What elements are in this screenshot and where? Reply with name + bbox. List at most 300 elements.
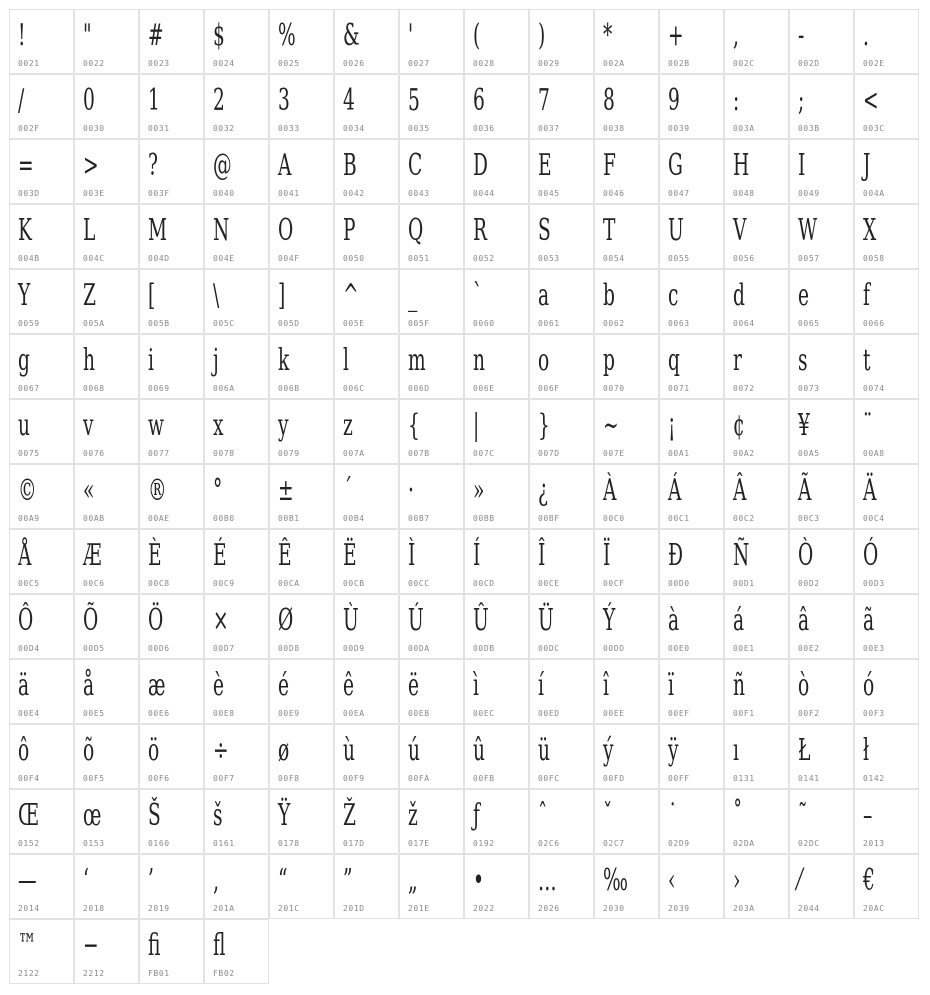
glyph-cell — [334, 854, 399, 919]
glyph-character: ò — [798, 668, 810, 703]
glyph-cell — [594, 659, 659, 724]
glyph-character: " — [83, 18, 92, 53]
glyph-cell — [269, 789, 334, 854]
glyph-codepoint-label: 00E8 — [213, 709, 235, 718]
glyph-codepoint-label: 00F1 — [733, 709, 755, 718]
glyph-codepoint-label: 007A — [343, 449, 365, 458]
glyph-character: o — [538, 343, 550, 378]
glyph-character: p — [603, 343, 615, 378]
glyph-cell — [9, 269, 74, 334]
glyph-character: w — [148, 408, 164, 443]
glyph-cell — [334, 269, 399, 334]
glyph-character: ï — [668, 668, 674, 703]
glyph-codepoint-label: 0042 — [343, 189, 365, 198]
glyph-character: $ — [213, 18, 225, 53]
glyph-codepoint-label: 00D9 — [343, 644, 365, 653]
glyph-character: Y — [18, 278, 31, 313]
glyph-codepoint-label: 0046 — [603, 189, 625, 198]
glyph-cell — [139, 269, 204, 334]
glyph-character: ! — [18, 18, 26, 53]
glyph-cell — [204, 854, 269, 919]
glyph-character: k — [278, 343, 290, 378]
glyph-codepoint-label: 0152 — [18, 839, 40, 848]
glyph-codepoint-label: 00D0 — [668, 579, 690, 588]
glyph-cell — [204, 399, 269, 464]
glyph-cell — [659, 789, 724, 854]
glyph-cell — [204, 529, 269, 594]
glyph-cell — [9, 529, 74, 594]
glyph-codepoint-label: 00B1 — [278, 514, 300, 523]
glyph-cell — [659, 659, 724, 724]
glyph-character: V — [733, 213, 747, 248]
glyph-cell — [139, 399, 204, 464]
glyph-cell — [464, 74, 529, 139]
glyph-codepoint-label: 02D9 — [668, 839, 690, 848]
glyph-codepoint-label: 002E — [863, 59, 885, 68]
glyph-cell — [529, 139, 594, 204]
glyph-character: . — [863, 18, 869, 53]
glyph-cell — [74, 529, 139, 594]
glyph-codepoint-label: 02DC — [798, 839, 820, 848]
glyph-character: P — [343, 213, 356, 248]
glyph-cell — [789, 74, 854, 139]
glyph-cell — [74, 9, 139, 74]
glyph-codepoint-label: 02DA — [733, 839, 755, 848]
glyph-cell — [659, 594, 724, 659]
glyph-cell — [529, 399, 594, 464]
glyph-cell — [399, 724, 464, 789]
glyph-cell — [594, 594, 659, 659]
glyph-cell — [139, 464, 204, 529]
glyph-codepoint-label: 0048 — [733, 189, 755, 198]
glyph-character: å — [83, 668, 95, 703]
glyph-codepoint-label: 2013 — [863, 839, 885, 848]
glyph-cell — [594, 789, 659, 854]
glyph-cell — [9, 854, 74, 919]
glyph-codepoint-label: 0049 — [798, 189, 820, 198]
glyph-cell — [659, 334, 724, 399]
glyph-character: B — [343, 148, 357, 183]
glyph-character: ( — [473, 18, 481, 53]
glyph-cell — [74, 399, 139, 464]
glyph-cell — [139, 789, 204, 854]
glyph-cell — [594, 269, 659, 334]
glyph-character: ù — [343, 733, 355, 768]
glyph-codepoint-label: 003B — [798, 124, 820, 133]
glyph-codepoint-label: 0079 — [278, 449, 300, 458]
glyph-cell — [789, 9, 854, 74]
glyph-cell — [334, 139, 399, 204]
glyph-character: Â — [733, 473, 747, 508]
glyph-character: Á — [668, 473, 682, 508]
glyph-codepoint-label: 007E — [603, 449, 625, 458]
glyph-cell — [9, 399, 74, 464]
glyph-codepoint-label: 0035 — [408, 124, 430, 133]
glyph-codepoint-label: 0037 — [538, 124, 560, 133]
glyph-character: Ó — [863, 538, 879, 573]
glyph-character: z — [343, 408, 353, 443]
glyph-codepoint-label: 005C — [213, 319, 235, 328]
glyph-codepoint-label: 003E — [83, 189, 105, 198]
glyph-character: ˚ — [733, 798, 743, 833]
glyph-codepoint-label: 002C — [733, 59, 755, 68]
glyph-character: ô — [18, 733, 30, 768]
glyph-codepoint-label: 0061 — [538, 319, 560, 328]
glyph-codepoint-label: 0192 — [473, 839, 495, 848]
glyph-character: Î — [538, 538, 546, 573]
glyph-codepoint-label: 006B — [278, 384, 300, 393]
glyph-codepoint-label: 0055 — [668, 254, 690, 263]
glyph-codepoint-label: 0041 — [278, 189, 300, 198]
glyph-cell — [724, 139, 789, 204]
glyph-cell — [594, 464, 659, 529]
glyph-codepoint-label: 02C6 — [538, 839, 560, 848]
glyph-cell — [334, 594, 399, 659]
glyph-character: Ã — [798, 473, 812, 508]
glyph-character: 3 — [278, 83, 290, 118]
glyph-cell — [74, 464, 139, 529]
glyph-character: G — [668, 148, 683, 183]
glyph-character: Ù — [343, 603, 359, 638]
glyph-codepoint-label: 2212 — [83, 969, 105, 978]
glyph-character: h — [83, 343, 95, 378]
glyph-codepoint-label: 00E5 — [83, 709, 105, 718]
glyph-character: ˇ — [603, 798, 613, 833]
glyph-character: À — [603, 473, 617, 508]
glyph-character: g — [18, 343, 30, 378]
glyph-codepoint-label: 0025 — [278, 59, 300, 68]
glyph-character: € — [863, 863, 875, 898]
glyph-character: Ì — [408, 538, 416, 573]
glyph-codepoint-label: FB02 — [213, 969, 235, 978]
glyph-codepoint-label: 00F9 — [343, 774, 365, 783]
glyph-character: “ — [278, 863, 288, 898]
glyph-codepoint-label: 00E9 — [278, 709, 300, 718]
glyph-cell — [399, 789, 464, 854]
glyph-codepoint-label: 00B4 — [343, 514, 365, 523]
glyph-codepoint-label: 00F2 — [798, 709, 820, 718]
glyph-character: ' — [408, 18, 414, 53]
glyph-codepoint-label: 00B0 — [213, 514, 235, 523]
glyph-codepoint-label: 00F7 — [213, 774, 235, 783]
glyph-cell — [74, 139, 139, 204]
glyph-cell — [74, 269, 139, 334]
glyph-codepoint-label: 00FB — [473, 774, 495, 783]
glyph-cell — [139, 139, 204, 204]
glyph-character: : — [733, 83, 740, 118]
glyph-cell — [334, 789, 399, 854]
glyph-cell — [334, 74, 399, 139]
glyph-codepoint-label: 0141 — [798, 774, 820, 783]
glyph-cell — [789, 139, 854, 204]
glyph-cell — [789, 334, 854, 399]
glyph-character: à — [668, 603, 680, 638]
glyph-character: è — [213, 668, 225, 703]
glyph-character: ˜ — [798, 798, 808, 833]
glyph-codepoint-label: 00E3 — [863, 644, 885, 653]
glyph-character: ® — [148, 473, 167, 508]
glyph-codepoint-label: 00E6 — [148, 709, 170, 718]
glyph-codepoint-label: 0161 — [213, 839, 235, 848]
glyph-character: î — [603, 668, 609, 703]
glyph-cell — [464, 269, 529, 334]
glyph-cell — [789, 269, 854, 334]
glyph-cell — [724, 724, 789, 789]
glyph-character: O — [278, 213, 294, 248]
glyph-cell — [854, 464, 919, 529]
glyph-character: æ — [148, 668, 166, 703]
glyph-cell — [139, 204, 204, 269]
glyph-cell — [204, 919, 269, 984]
glyph-codepoint-label: 0078 — [213, 449, 235, 458]
glyph-cell — [399, 269, 464, 334]
glyph-character: e — [798, 278, 810, 313]
glyph-character: C — [408, 148, 423, 183]
glyph-codepoint-label: 20AC — [863, 904, 885, 913]
glyph-cell — [659, 269, 724, 334]
glyph-codepoint-label: 0029 — [538, 59, 560, 68]
glyph-cell — [854, 529, 919, 594]
glyph-character: — — [18, 863, 37, 898]
glyph-codepoint-label: 00E4 — [18, 709, 40, 718]
glyph-codepoint-label: 00D7 — [213, 644, 235, 653]
glyph-character: ‚ — [213, 863, 219, 898]
glyph-codepoint-label: 0033 — [278, 124, 300, 133]
glyph-codepoint-label: 003C — [863, 124, 885, 133]
glyph-cell — [659, 204, 724, 269]
glyph-cell — [399, 204, 464, 269]
glyph-codepoint-label: 00E0 — [668, 644, 690, 653]
glyph-character: ‹ — [668, 863, 676, 898]
glyph-codepoint-label: FB01 — [148, 969, 170, 978]
glyph-character: , — [733, 18, 739, 53]
glyph-codepoint-label: 0066 — [863, 319, 885, 328]
glyph-cell — [399, 9, 464, 74]
glyph-cell — [529, 334, 594, 399]
glyph-codepoint-label: 201C — [278, 904, 300, 913]
glyph-codepoint-label: 2014 — [18, 904, 40, 913]
glyph-cell — [854, 594, 919, 659]
glyph-cell — [269, 74, 334, 139]
glyph-codepoint-label: 004D — [148, 254, 170, 263]
glyph-character: 5 — [408, 83, 420, 118]
glyph-codepoint-label: 00A2 — [733, 449, 755, 458]
glyph-character: N — [213, 213, 230, 248]
glyph-codepoint-label: 0062 — [603, 319, 625, 328]
glyph-codepoint-label: 0039 — [668, 124, 690, 133]
glyph-codepoint-label: 017D — [343, 839, 365, 848]
glyph-codepoint-label: 0072 — [733, 384, 755, 393]
glyph-character: - — [798, 18, 805, 53]
glyph-codepoint-label: 0131 — [733, 774, 755, 783]
glyph-cell — [9, 659, 74, 724]
glyph-cell — [529, 269, 594, 334]
glyph-codepoint-label: 006F — [538, 384, 560, 393]
glyph-cell — [724, 464, 789, 529]
glyph-codepoint-label: 0050 — [343, 254, 365, 263]
glyph-cell — [269, 854, 334, 919]
glyph-character: È — [148, 538, 162, 573]
glyph-codepoint-label: 0057 — [798, 254, 820, 263]
glyph-cell — [529, 594, 594, 659]
glyph-cell — [204, 204, 269, 269]
glyph-codepoint-label: 00C5 — [18, 579, 40, 588]
glyph-character: ﬁ — [148, 928, 161, 963]
glyph-codepoint-label: 0070 — [603, 384, 625, 393]
glyph-cell — [854, 334, 919, 399]
glyph-codepoint-label: 201E — [408, 904, 430, 913]
glyph-codepoint-label: 00EA — [343, 709, 365, 718]
glyph-codepoint-label: 00DA — [408, 644, 430, 653]
glyph-codepoint-label: 004E — [213, 254, 235, 263]
glyph-character: 2 — [213, 83, 225, 118]
glyph-cell — [724, 854, 789, 919]
glyph-character: ﬂ — [213, 928, 226, 963]
glyph-character: ” — [343, 863, 353, 898]
glyph-cell — [399, 854, 464, 919]
glyph-character: ñ — [733, 668, 745, 703]
glyph-character: Ł — [798, 733, 811, 768]
glyph-character: S — [538, 213, 551, 248]
glyph-character: m — [408, 343, 426, 378]
glyph-codepoint-label: 201A — [213, 904, 235, 913]
glyph-cell — [9, 139, 74, 204]
glyph-character: A — [278, 148, 292, 183]
glyph-codepoint-label: 00A5 — [798, 449, 820, 458]
glyph-grid — [9, 9, 919, 984]
glyph-character: Ä — [863, 473, 877, 508]
glyph-codepoint-label: 004F — [278, 254, 300, 263]
glyph-cell — [724, 529, 789, 594]
glyph-cell — [74, 594, 139, 659]
glyph-character: [ — [148, 278, 156, 313]
glyph-codepoint-label: 2018 — [83, 904, 105, 913]
glyph-cell — [139, 724, 204, 789]
glyph-character: ’ — [148, 863, 154, 898]
glyph-character: Œ — [18, 798, 40, 833]
glyph-codepoint-label: 002F — [18, 124, 40, 133]
glyph-character: K — [18, 213, 32, 248]
glyph-codepoint-label: 004B — [18, 254, 40, 263]
glyph-character: ´ — [343, 473, 353, 508]
glyph-character: Ö — [148, 603, 164, 638]
glyph-cell — [204, 594, 269, 659]
glyph-codepoint-label: 00A9 — [18, 514, 40, 523]
glyph-character: | — [473, 408, 480, 443]
glyph-cell — [9, 204, 74, 269]
glyph-cell — [724, 204, 789, 269]
glyph-cell — [789, 854, 854, 919]
glyph-character: Ô — [18, 603, 34, 638]
glyph-character: ö — [148, 733, 160, 768]
glyph-codepoint-label: 0023 — [148, 59, 170, 68]
glyph-character: x — [213, 408, 224, 443]
glyph-cell — [594, 139, 659, 204]
glyph-codepoint-label: 002B — [668, 59, 690, 68]
glyph-cell — [464, 529, 529, 594]
glyph-cell — [724, 594, 789, 659]
glyph-cell — [204, 659, 269, 724]
glyph-codepoint-label: 0045 — [538, 189, 560, 198]
glyph-codepoint-label: 0024 — [213, 59, 235, 68]
glyph-codepoint-label: 00D6 — [148, 644, 170, 653]
glyph-cell — [854, 9, 919, 74]
glyph-character: ] — [278, 278, 286, 313]
glyph-cell — [9, 9, 74, 74]
glyph-cell — [269, 724, 334, 789]
glyph-cell — [529, 724, 594, 789]
glyph-character: X — [863, 213, 877, 248]
glyph-codepoint-label: 0074 — [863, 384, 885, 393]
glyph-cell — [854, 139, 919, 204]
glyph-codepoint-label: 0068 — [83, 384, 105, 393]
glyph-character: ¢ — [733, 408, 745, 443]
glyph-character: ± — [278, 473, 294, 508]
glyph-cell — [269, 529, 334, 594]
glyph-cell — [139, 74, 204, 139]
glyph-codepoint-label: 2026 — [538, 904, 560, 913]
glyph-cell — [464, 9, 529, 74]
glyph-codepoint-label: 00D5 — [83, 644, 105, 653]
glyph-cell — [724, 9, 789, 74]
glyph-character: ı — [733, 733, 739, 768]
glyph-codepoint-label: 0060 — [473, 319, 495, 328]
glyph-character: ¿ — [538, 473, 548, 508]
glyph-character: Ý — [603, 603, 616, 638]
glyph-character: – — [863, 798, 873, 833]
glyph-codepoint-label: 0071 — [668, 384, 690, 393]
glyph-cell — [659, 529, 724, 594]
glyph-character: Ò — [798, 538, 814, 573]
glyph-cell — [529, 74, 594, 139]
glyph-character: t — [863, 343, 871, 378]
glyph-cell — [139, 9, 204, 74]
glyph-character: ú — [408, 733, 420, 768]
glyph-character: ÿ — [668, 733, 679, 768]
glyph-character: ƒ — [473, 798, 480, 833]
glyph-cell — [74, 789, 139, 854]
glyph-codepoint-label: 0067 — [18, 384, 40, 393]
glyph-codepoint-label: 00D4 — [18, 644, 40, 653]
glyph-cell — [724, 269, 789, 334]
glyph-cell — [854, 399, 919, 464]
glyph-cell — [529, 789, 594, 854]
glyph-character: › — [733, 863, 741, 898]
glyph-cell — [334, 9, 399, 74]
glyph-codepoint-label: 00BB — [473, 514, 495, 523]
glyph-codepoint-label: 007C — [473, 449, 495, 458]
glyph-character: \ — [213, 278, 220, 313]
glyph-character: ) — [538, 18, 546, 53]
glyph-cell — [529, 854, 594, 919]
glyph-character: ê — [343, 668, 355, 703]
glyph-character: q — [668, 343, 680, 378]
glyph-cell — [659, 464, 724, 529]
glyph-codepoint-label: 004A — [863, 189, 885, 198]
glyph-codepoint-label: 00AE — [148, 514, 170, 523]
glyph-character: ë — [408, 668, 420, 703]
glyph-cell — [594, 74, 659, 139]
glyph-cell — [269, 594, 334, 659]
glyph-character: T — [603, 213, 616, 248]
glyph-cell — [789, 724, 854, 789]
glyph-character: 6 — [473, 83, 485, 118]
glyph-cell — [9, 594, 74, 659]
glyph-codepoint-label: 00C9 — [213, 579, 235, 588]
glyph-character: · — [408, 473, 414, 508]
glyph-codepoint-label: 00CB — [343, 579, 365, 588]
glyph-codepoint-label: 00AB — [83, 514, 105, 523]
